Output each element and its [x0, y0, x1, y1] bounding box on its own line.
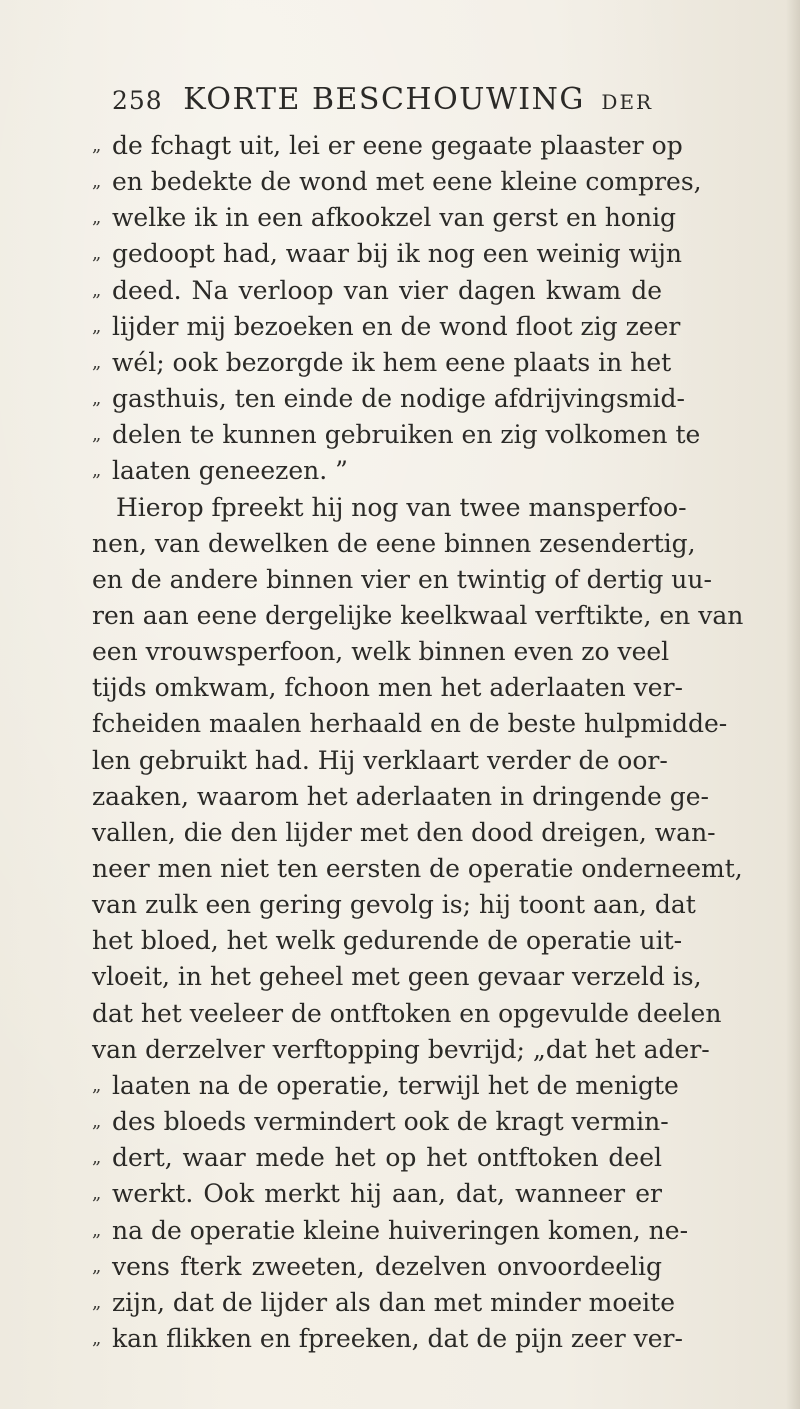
text-line: fcheiden maalen herhaald en de beste hulpmidde-	[92, 709, 728, 738]
quote-mark: „	[92, 1292, 102, 1313]
quote-mark: „	[92, 1111, 102, 1132]
text-line: ren aan eene dergelijke keelkwaal verftikte, en van	[92, 601, 744, 630]
quote-mark: „	[92, 1147, 102, 1168]
text-line: Hierop fpreekt hij nog van twee mansperfoo-	[116, 493, 687, 522]
quote-mark: „	[92, 135, 102, 156]
quote-mark: „	[92, 388, 102, 409]
text-line: deed. Na verloop van vier dagen kwam de	[112, 276, 662, 305]
text-line: en bedekte de wond met eene kleine compres,	[112, 167, 702, 196]
quote-mark: „	[92, 280, 102, 301]
text-line: len gebruikt had. Hij verklaart verder de oor-	[92, 746, 668, 775]
text-line: vloeit, in het geheel met geen gevaar verzeld is,	[92, 962, 702, 991]
text-line: van zulk een gering gevolg is; hij toont aan, dat	[92, 890, 696, 919]
quote-mark: „	[92, 1256, 102, 1277]
text-line: dert, waar mede het op het ontftoken deel	[112, 1143, 662, 1172]
text-line: neer men niet ten eersten de operatie onderneemt,	[92, 854, 743, 883]
text-line: werkt. Ook merkt hij aan, dat, wanneer er	[112, 1179, 662, 1208]
running-title-tail: DER	[601, 90, 654, 114]
text-line: welke ik in een afkookzel van gerst en honig	[112, 203, 677, 232]
page-edge-shadow	[786, 0, 800, 1409]
text-line: zaaken, waarom het aderlaaten in dringende ge-	[92, 782, 710, 811]
quote-mark: „	[92, 316, 102, 337]
text-line: gedoopt had, waar bij ik nog een weinig wijn	[112, 239, 682, 268]
quote-mark: „	[92, 460, 102, 481]
text-line: kan flikken en fpreeken, dat de pijn zeer ver-	[112, 1324, 683, 1353]
text-line: een vrouwsperfoon, welk binnen even zo veel	[92, 637, 670, 666]
text-line: na de operatie kleine huiveringen komen, ne-	[112, 1216, 689, 1245]
text-line: het bloed, het welk gedurende de operatie uit-	[92, 926, 683, 955]
text-line: zijn, dat de lijder als dan met minder moeite	[112, 1288, 676, 1317]
quote-mark: „	[92, 1075, 102, 1096]
text-line: van derzelver verftopping bevrijd; „dat het ader-	[92, 1035, 710, 1064]
text-line: lijder mij bezoeken en de wond floot zig zeer	[112, 312, 681, 341]
text-line: tijds omkwam, fchoon men het aderlaaten ver-	[92, 673, 683, 702]
text-line: en de andere binnen vier en twintig of dertig uu-	[92, 565, 712, 594]
quote-mark: „	[92, 1220, 102, 1241]
text-line: vens fterk zweeten, dezelven onvoordeelig	[112, 1252, 662, 1281]
quote-mark: „	[92, 243, 102, 264]
quote-mark: „	[92, 1183, 102, 1204]
quote-mark: „	[92, 352, 102, 373]
running-title: KORTE BESCHOUWING	[183, 82, 585, 117]
quote-mark: „	[92, 424, 102, 445]
text-line: gasthuis, ten einde de nodige afdrijvingsmid-	[112, 384, 685, 413]
text-line: de fchagt uit, lei er eene gegaate plaaster op	[112, 131, 683, 160]
quote-mark: „	[92, 171, 102, 192]
text-line: laaten na de operatie, terwijl het de menigte	[112, 1071, 679, 1100]
text-line: wél; ook bezorgde ik hem eene plaats in het	[112, 348, 672, 377]
page-number: 258	[112, 86, 163, 115]
quote-mark: „	[92, 1328, 102, 1349]
text-line: des bloeds vermindert ook de kragt vermin-	[112, 1107, 669, 1136]
text-line: nen, van dewelken de eene binnen zesendertig,	[92, 529, 696, 558]
running-header	[112, 82, 672, 122]
quote-mark: „	[92, 207, 102, 228]
text-line: laaten geneezen. ”	[112, 456, 348, 485]
text-line: dat het veeleer de ontftoken en opgevulde deelen	[92, 999, 722, 1028]
text-line: delen te kunnen gebruiken en zig volkomen te	[112, 420, 701, 449]
text-line: vallen, die den lijder met den dood dreigen, wan-	[92, 818, 716, 847]
